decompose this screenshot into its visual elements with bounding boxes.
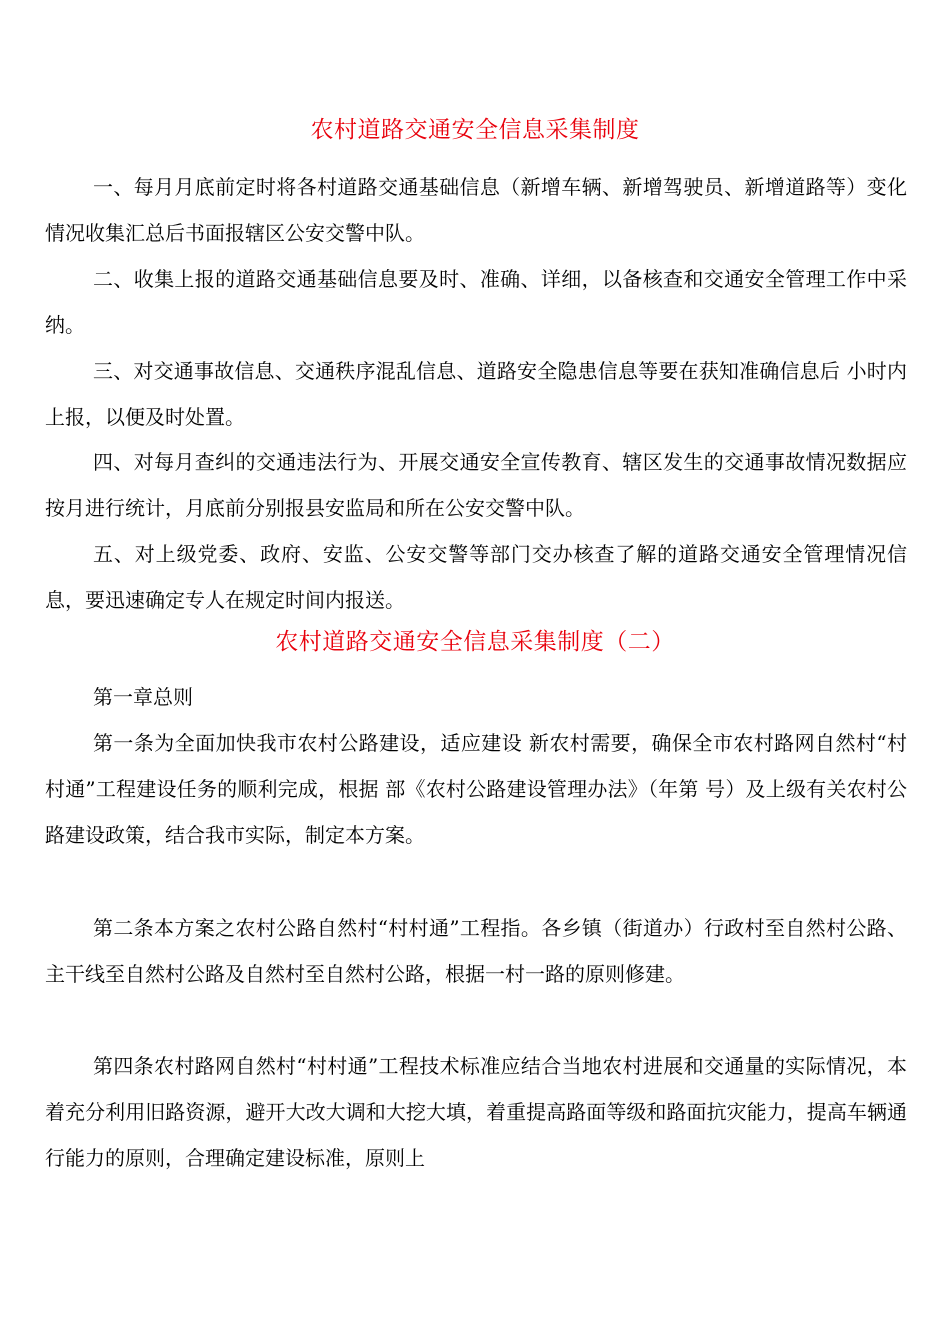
article-paragraph-1: 第一条为全面加快我市农村公路建设，适应建设 新农村需要，确保全市农村路网自然村“村村通”工程建设任务的顺利完成，根据 部《农村公路建设管理办法》（年第 号）及上级有关农村公路建设政策，结合我市实际，制定本方案。 xyxy=(45,731,907,847)
chapter-heading: 第一章总则 xyxy=(93,685,193,709)
document-subtitle: 农村道路交通安全信息采集制度（二） xyxy=(275,629,675,655)
document-title: 农村道路交通安全信息采集制度 xyxy=(310,117,640,143)
article-paragraph-3: 第四条农村路网自然村“村村通”工程技术标准应结合当地农村进展和交通量的实际情况，本着充分利用旧路资源，避开大改大调和大挖大填，着重提高路面等级和路面抗灾能力，提高车辆通行能力的原则，合理确定建设标准，原则上 xyxy=(45,1054,907,1170)
article-paragraph-2: 第二条本方案之农村公路自然村“村村通”工程指。各乡镇（街道办）行政村至自然村公路、主干线至自然村公路及自然村至自然村公路，根据一村一路的原则修建。 xyxy=(45,916,907,986)
paragraph-item-4: 四、对每月查纠的交通违法行为、开展交通安全宣传教育、辖区发生的交通事故情况数据应按月进行统计，月底前分别报县安监局和所在公安交警中队。 xyxy=(45,450,907,520)
paragraph-item-5: 五、对上级党委、政府、安监、公安交警等部门交办核查了解的道路交通安全管理情况信息，要迅速确定专人在规定时间内报送。 xyxy=(45,542,907,612)
paragraph-item-2: 二、收集上报的道路交通基础信息要及时、准确、详细，以备核查和交通安全管理工作中采纳。 xyxy=(45,267,907,337)
paragraph-item-3: 三、对交通事故信息、交通秩序混乱信息、道路安全隐患信息等要在获知准确信息后 小时内上报，以便及时处置。 xyxy=(45,359,907,429)
paragraph-item-1: 一、每月月底前定时将各村道路交通基础信息（新增车辆、新增驾驶员、新增道路等）变化情况收集汇总后书面报辖区公安交警中队。 xyxy=(45,175,907,245)
